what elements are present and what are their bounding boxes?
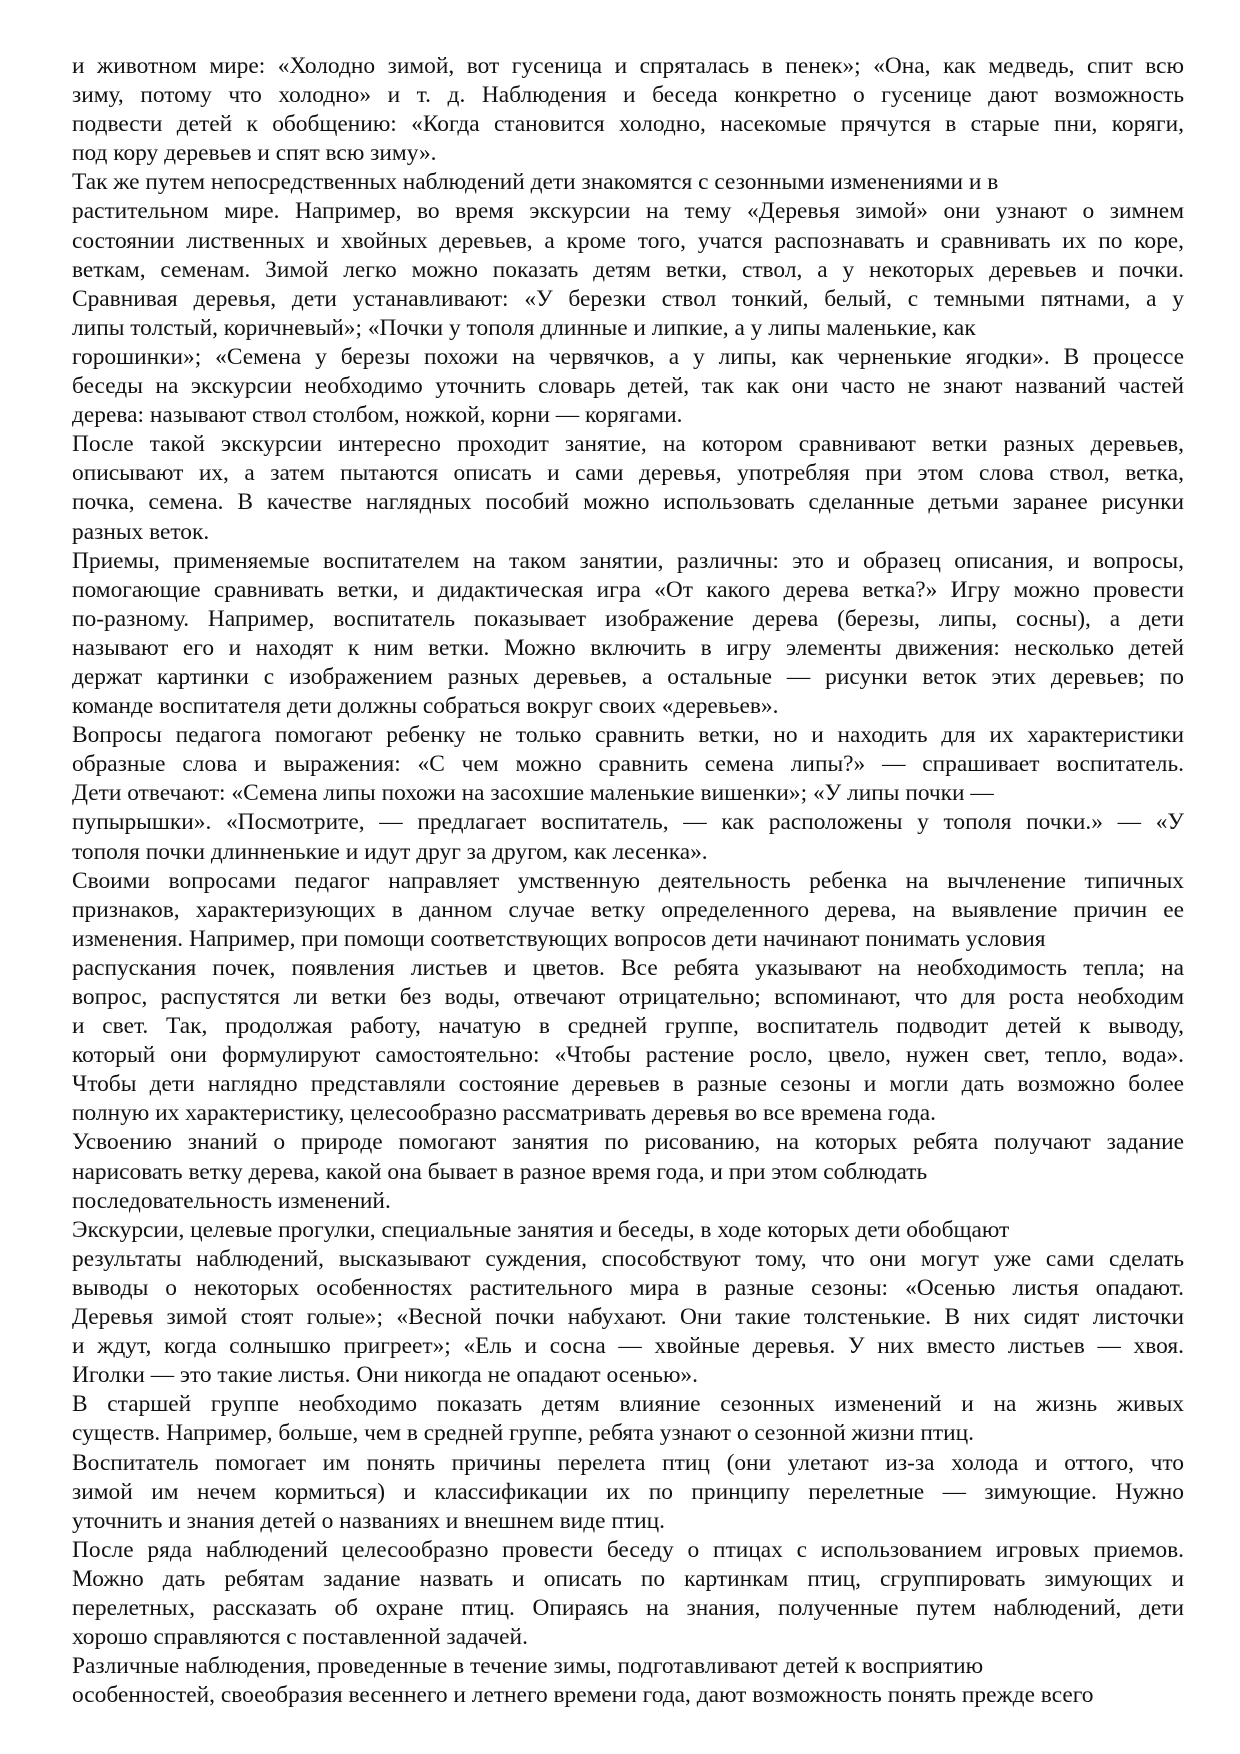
paragraph [72,1216,1184,1391]
text-line: хорошо справляются с поставленной задачей. [72,1624,528,1651]
text-line: Дети отвечают: «Семена липы похожи на засохшие маленькие вишенки»; «У липы почки — [72,780,994,807]
text-line: полную их характеристику, целесообразно рассматривать деревья во все времена года. [72,1100,937,1127]
text-line: и ждут, когда солнышко пригреет»; «Ель и сосна — хвойные деревья. У них вместо листьев — хвоя. [72,1333,1184,1360]
text-line: разных веток. [72,518,210,545]
text-line: последовательность изменений. [72,1187,391,1214]
document-page [72,52,1184,1710]
text-line: состоянии лиственных и хвойных деревьев, а кроме того, учатся распознавать и сравнивать их по коре, [72,227,1184,254]
text-line: держат картинки с изображением разных деревьев, а остальные — рисунки веток этих деревьев; по [72,663,1184,690]
paragraph [72,52,1184,168]
paragraph [72,1652,1184,1710]
text-line: После ряда наблюдений целесообразно провести беседу о птицах с использованием игровых приемов. [72,1536,1184,1563]
text-line: уточнить и знания детей о названиях и внешнем виде птиц. [72,1507,665,1534]
text-line: Приемы, применяемые воспитателем на таком занятии, различны: это и образец описания, и вопросы, [72,547,1184,574]
text-line: Сравнивая деревья, дети устанавливают: «У березки ствол тонкий, белый, с темными пятнами, а у [72,285,1184,312]
text-line: дерева: называют ствол столбом, ножкой, корни — корягами. [72,402,683,429]
text-line: по-разному. Например, воспитатель показывает изображение дерева (березы, липы, сосны), а дети [72,605,1184,632]
text-line: изменения. Например, при помощи соответствующих вопросов дети начинают понимать условия [72,925,1046,952]
text-line: нарисовать ветку дерева, какой она бывает в разное время года, и при этом соблюдать [72,1158,928,1185]
text-line: почка, семена. В качестве наглядных пособий можно использовать сделанные детьми заранее рисунки [72,489,1184,516]
text-line: образные слова и выражения: «С чем можно сравнить семена липы?» — спрашивает воспитатель. [72,751,1184,778]
text-line: Воспитатель помогает им понять причины перелета птиц (они улетают из-за холода и оттого, что [72,1449,1184,1476]
text-line: результаты наблюдений, высказывают суждения, способствуют тому, что они могут уже сами сделать [72,1245,1184,1272]
text-line: В старшей группе необходимо показать детям влияние сезонных изменений и на жизнь живых [72,1391,1184,1418]
text-line: Различные наблюдения, проведенные в течение зимы, подготавливают детей к восприятию [72,1653,984,1680]
text-line: Своими вопросами педагог направляет умственную деятельность ребенка на вычленение типичных [72,867,1184,894]
text-line: зимой им нечем кормиться) и классификации их по принципу перелетные — зимующие. Нужно [72,1478,1184,1505]
paragraph [72,168,1184,430]
text-line: Деревья зимой стоят голые»; «Весной почки набухают. Они такие толстенькие. В них сидят листочки [72,1304,1184,1331]
text-line: Можно дать ребятам задание назвать и описать по картинкам птиц, сгруппировать зимующих и [72,1565,1184,1592]
text-line: пупырышки». «Посмотрите, — предлагает воспитатель, — как расположены у тополя почки.» — «У [72,809,1184,836]
text-line: тополя почки длинненькие и идут друг за другом, как лесенка». [72,838,708,865]
text-line: веткам, семенам. Зимой легко можно показать детям ветки, ствол, а у некоторых деревьев и почки. [72,256,1184,283]
text-line: который они формулируют самостоятельно: «Чтобы растение росло, цвело, нужен свет, тепло, вода». [72,1042,1184,1069]
text-line: называют его и находят к ним ветки. Можно включить в игру элементы движения: несколько детей [72,634,1184,661]
text-line: существ. Например, больше, чем в средней группе, ребята узнают о сезонной жизни птиц. [72,1420,975,1447]
text-line: и свет. Так, продолжая работу, начатую в средней группе, воспитатель подводит детей к выводу, [72,1013,1184,1040]
text-line: вопрос, распустятся ли ветки без воды, отвечают отрицательно; вспоминают, что для роста необходим [72,984,1184,1010]
text-line: перелетных, рассказать об охране птиц. Опираясь на знания, полученные путем наблюдений, дети [72,1594,1184,1621]
paragraph [72,1128,1184,1215]
text-line: Усвоению знаний о природе помогают занятия по рисованию, на которых ребята получают задание [72,1129,1184,1156]
text-line: под кору деревьев и спят всю зиму». [72,140,437,167]
paragraph [72,1390,1184,1535]
text-line: помогающие сравнивать ветки, и дидактическая игра «От какого дерева ветка?» Игру можно провести [72,576,1184,603]
text-line: Экскурсии, целевые прогулки, специальные занятия и беседы, в ходе которых дети обобщают [72,1216,1010,1243]
paragraph [72,1536,1184,1652]
text-line: Иголки — это такие листья. Они никогда не опадают осенью». [72,1362,698,1389]
text-line: После такой экскурсии интересно проходит занятие, на котором сравнивают ветки разных деревьев, [72,431,1184,458]
text-line: Так же путем непосредственных наблюдений дети знакомятся с сезонными изменениями и в [72,169,999,196]
text-line: липы толстый, коричневый»; «Почки у тополя длинные и липкие, а у липы маленькие, как [72,314,976,341]
paragraph [72,547,1184,722]
text-line: беседы на экскурсии необходимо уточнить словарь детей, так как они часто не знают названий частей [72,373,1184,400]
text-line: описывают их, а затем пытаются описать и сами деревья, употребляя при этом слова ствол, ветка, [72,460,1184,487]
paragraph [72,721,1184,866]
text-line: горошинки»; «Семена у березы похожи на червячков, а у липы, как черненькие ягодки». В процессе [72,343,1184,370]
text-line: выводы о некоторых особенностях растительного мира в разные сезоны: «Осенью листья опадают. [72,1274,1184,1301]
text-line: и животном мире: «Холодно зимой, вот гусеница и спряталась в пенек»; «Она, как медведь, спит всю [72,53,1184,79]
text-line: Чтобы дети наглядно представляли состояние деревьев в разные сезоны и могли дать возможно более [72,1071,1184,1098]
paragraph [72,430,1184,546]
text-line: подвести детей к обобщению: «Когда становится холодно, насекомые прячутся в старые пни, коряги, [72,111,1184,138]
paragraph [72,867,1184,1129]
text-line: распускания почек, появления листьев и цветов. Все ребята указывают на необходимость тепла; на [72,954,1184,981]
text-line: растительном мире. Например, во время экскурсии на тему «Деревья зимой» они узнают о зимнем [72,198,1184,225]
text-line: Вопросы педагога помогают ребенку не только сравнить ветки, но и находить для их характеристики [72,722,1184,749]
text-line: особенностей, своеобразия весеннего и летнего времени года, дают возможность понять прежде всего [72,1682,1094,1709]
text-line: зиму, потому что холодно» и т. д. Наблюдения и беседа конкретно о гусенице дают возможность [72,82,1184,109]
text-line: команде воспитателя дети должны собраться вокруг своих «деревьев». [72,693,779,720]
text-line: признаков, характеризующих в данном случае ветку определенного дерева, на выявление причин ее [72,896,1184,923]
